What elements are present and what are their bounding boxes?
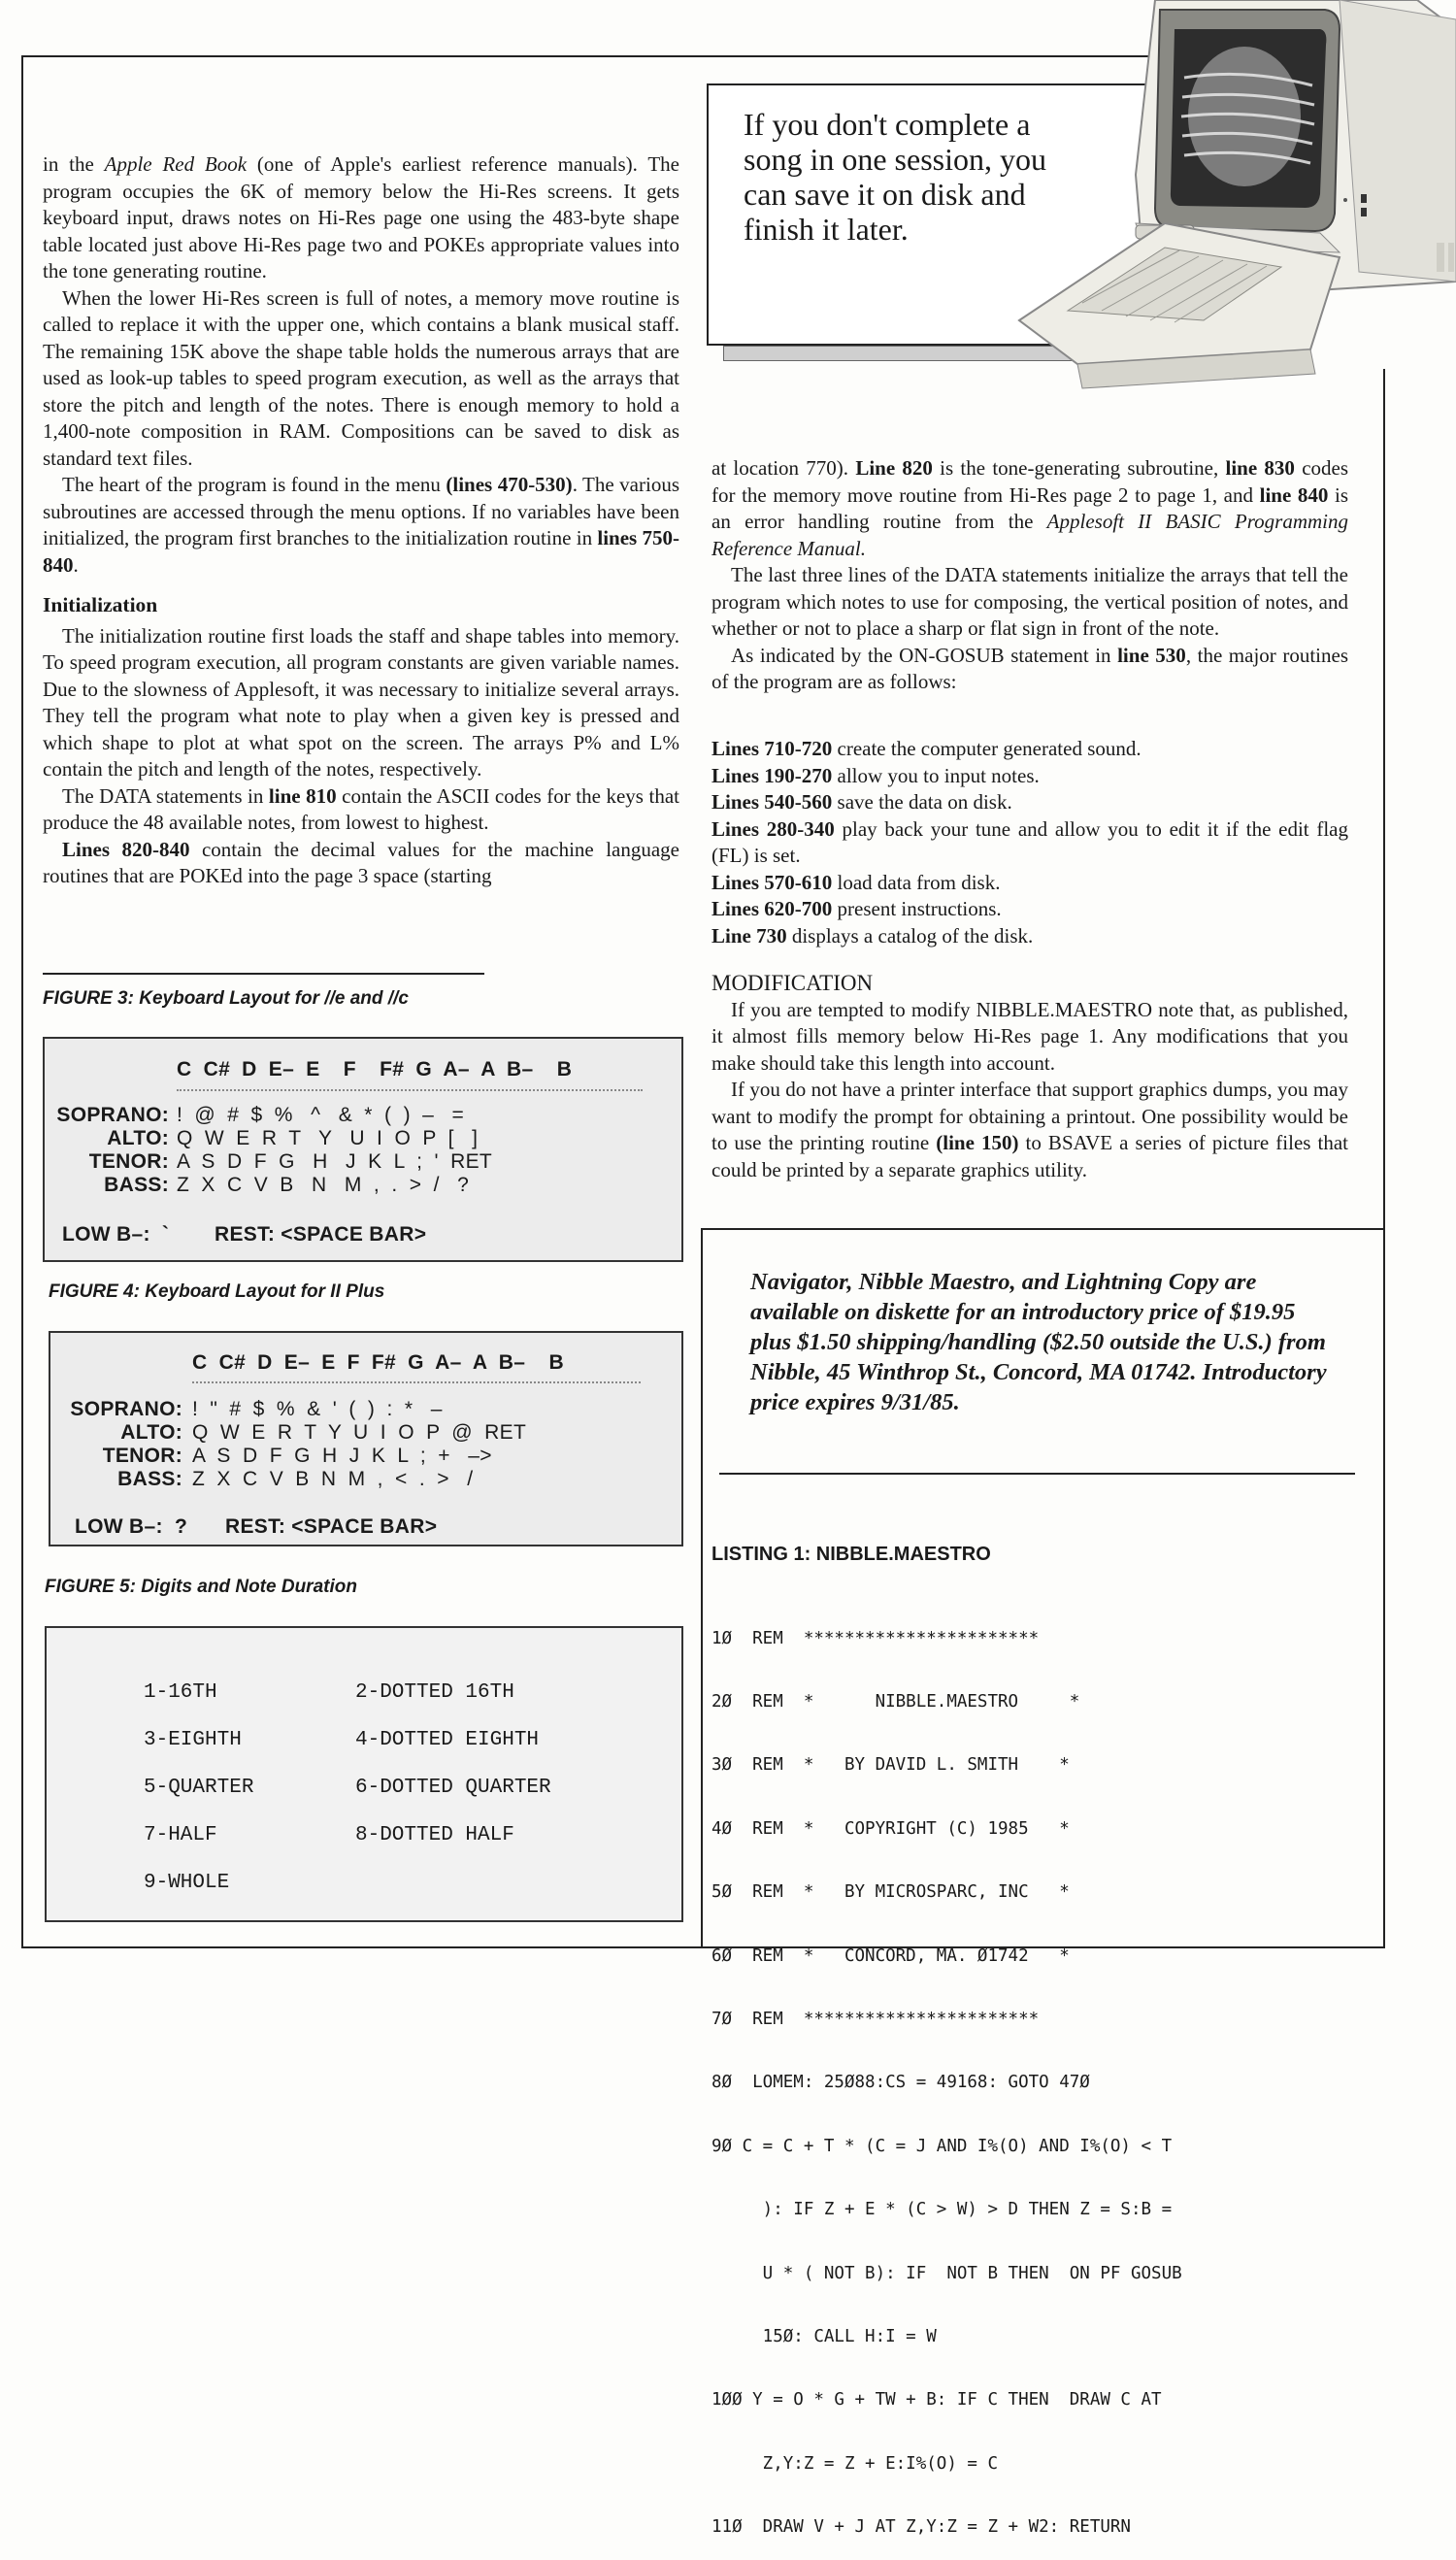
code-line: 3Ø REM * BY DAVID L. SMITH * bbox=[711, 1755, 1070, 1776]
figure-4-soprano-label: SOPRANO: bbox=[70, 1398, 182, 1420]
routine-item: Line 730 displays a catalog of the disk. bbox=[711, 923, 1034, 948]
routine-item: Lines 540-560 save the data on disk. bbox=[711, 790, 1012, 814]
code-line: 15Ø: CALL H:I = W bbox=[711, 2326, 937, 2346]
code-line: 4Ø REM * COPYRIGHT (C) 1985 * bbox=[711, 1818, 1070, 1839]
figure-3-alto-label: ALTO: bbox=[107, 1127, 169, 1149]
initialization-paragraph: The initialization routine first loads the staff and shape tables into memory. To speed program execution, all program constants are given variable names. Due to the slowness of Applesoft, it was necessary to initialize several arrays. They tell the program what note to play when a given key is pressed and which shape to plot at what spot on the screen. The arrays P% and L% contain the pitch and length of the notes, respectively. bbox=[43, 623, 679, 781]
code-line: Z,Y:Z = Z + E:I%(O) = C bbox=[711, 2453, 999, 2474]
figure-4-keyboard-layout bbox=[49, 1331, 683, 1546]
listing-title: LISTING 1: NIBBLE.MAESTRO bbox=[711, 1544, 991, 1565]
figure-4-alto-keys: Q W E R T Y U I O P @ RET bbox=[192, 1421, 527, 1444]
location-paragraph: at location 770). Line 820 is the tone-generating subroutine, line 830 codes for the memory move routine from Hi-Res page 2 to page 1, and line 840 is an error handling routine from the Applesoft II BASIC Programming Reference Manual. bbox=[711, 456, 1349, 560]
red-book-title: Apple Red Book bbox=[104, 152, 248, 176]
code-line: 1Ø REM *********************** bbox=[711, 1628, 1040, 1648]
routine-item: Lines 710-720 create the computer generated sound. bbox=[711, 737, 1142, 760]
duration-9: 9-WHOLE bbox=[144, 1872, 230, 1894]
on-gosub-paragraph: As indicated by the ON-GOSUB statement in line 530, the major routines of the program are as follows: bbox=[711, 643, 1348, 693]
figure-4-soprano-keys: ! " # $ % & ' ( ) : * – bbox=[192, 1398, 443, 1420]
figure-4-caption: FIGURE 4: Keyboard Layout for II Plus bbox=[49, 1281, 385, 1302]
figure-3-note-header: C C# D E– E F F# G A– A B– B bbox=[177, 1058, 573, 1081]
figure-3-low-b: LOW B–: ` bbox=[62, 1223, 170, 1246]
routine-item: Lines 280-340 play back your tune and allow you to edit it if the edit flag (FL) is set. bbox=[711, 816, 1348, 867]
initialization-heading: Initialization bbox=[43, 593, 158, 616]
figure-4-rest: REST: <SPACE BAR> bbox=[225, 1515, 438, 1538]
figure-4-tenor-keys: A S D F G H J K L ; + –> bbox=[192, 1445, 492, 1467]
promo-divider bbox=[719, 1473, 1355, 1475]
duration-list bbox=[144, 1669, 551, 1907]
column-divider bbox=[701, 1228, 703, 1948]
figure-3-keyboard-layout bbox=[43, 1037, 683, 1262]
duration-8: 8-DOTTED HALF bbox=[355, 1824, 514, 1846]
figure-4-low-b: LOW B–: ? bbox=[75, 1515, 188, 1538]
figure-3-header-rule bbox=[177, 1089, 643, 1091]
figure-divider bbox=[43, 973, 484, 975]
routine-item: Lines 620-700 present instructions. bbox=[711, 897, 1002, 920]
data-statements-paragraph: The DATA statements in line 810 contain the ASCII codes for the keys that produce the 48 available notes, from lowest to highest. bbox=[43, 783, 679, 834]
figure-5-caption: FIGURE 5: Digits and Note Duration bbox=[45, 1577, 357, 1597]
figure-3-bass-label: BASS: bbox=[104, 1174, 169, 1196]
left-rule bbox=[21, 55, 23, 1948]
figure-5-durations bbox=[45, 1626, 683, 1922]
menu-paragraph: The heart of the program is found in the menu (lines 470-530). The various subroutines are accessed through the menu options. If no variables have been initialized, the program first branches to the initialization routine in lines 750-840. bbox=[43, 473, 679, 577]
memory-paragraph: When the lower Hi-Res screen is full of notes, a memory move routine is called to replace it with the upper one, which contains a blank musical staff. The remaining 15K above the shape table holds the numerous arrays that are used as look-up tables to speed program execution, as well as the arrays that store the pitch and length of the notes. There is enough memory to hold a 1,400-note composition in RAM. Compositions can be saved to disk as standard text files. bbox=[43, 285, 679, 470]
figure-3-soprano-label: SOPRANO: bbox=[56, 1104, 169, 1126]
code-line: 2Ø REM * NIBBLE.MAESTRO * bbox=[711, 1691, 1080, 1712]
routine-item: Lines 570-610 load data from disk. bbox=[711, 870, 1001, 894]
figure-4-alto-label: ALTO: bbox=[120, 1421, 182, 1444]
duration-2: 2-DOTTED 16TH bbox=[355, 1681, 514, 1704]
modification-section bbox=[711, 956, 1348, 1183]
apple-computer-illustration bbox=[990, 0, 1456, 427]
figure-4-bass-keys: Z X C V B N M , < . > / bbox=[192, 1468, 474, 1490]
code-line: 7Ø REM *********************** bbox=[711, 2009, 1040, 2029]
promo-text: Navigator, Nibble Maestro, and Lightning Copy are available on diskette for an introductory price of $19.95 plus $1.50 shipping/handling ($2.50 outside the U.S.) from Nibble, 45 Winthrop St., Concord, MA 01742. Introductory price expires 9/31/85. bbox=[750, 1269, 1327, 1415]
top-rule bbox=[21, 55, 1157, 57]
code-line: 11Ø DRAW V + J AT Z,Y:Z = Z + W2: RETURN bbox=[711, 2517, 1131, 2538]
modification-heading: MODIFICATION bbox=[711, 971, 874, 995]
data-arrays-paragraph: The last three lines of the DATA statements initialize the arrays that tell the program which notes to use for composing, the vertical position of notes, and whether or not to place a sharp or flat sign in front of the note. bbox=[711, 563, 1348, 640]
figure-3-rest: REST: <SPACE BAR> bbox=[215, 1223, 427, 1246]
pull-quote-text: If you don't complete a song in one session, you can save it on disk and finish it later. bbox=[744, 107, 1046, 247]
figure-3-soprano-keys: ! @ # $ % ^ & * ( ) – = bbox=[177, 1104, 465, 1126]
duration-6: 6-DOTTED QUARTER bbox=[355, 1777, 551, 1799]
column-1-text bbox=[43, 151, 679, 890]
listing-code bbox=[711, 1586, 1182, 2560]
machine-language-paragraph: Lines 820-840 contain the decimal values for the machine language routines that are POKEd into the page 3 space (starting bbox=[43, 837, 679, 887]
duration-3: 3-EIGHTH bbox=[144, 1729, 242, 1751]
figure-4-tenor-label: TENOR: bbox=[102, 1445, 182, 1467]
right-rule bbox=[1383, 369, 1385, 1948]
figure-3-alto-keys: Q W E R T Y U I O P [ ] bbox=[177, 1127, 479, 1149]
intro-paragraph: in the Apple Red Book (one of Apple's earliest reference manuals). The program occupies the 6K of memory below the Hi-Res screens. It gets keyboard input, draws notes on Hi-Res page one using the 483-byte shape table located just above Hi-Res page two and POKEs appropriate values into the tone generating routine. bbox=[43, 152, 679, 283]
figure-3-tenor-label: TENOR: bbox=[88, 1150, 169, 1173]
code-line: 5Ø REM * BY MICROSPARC, INC * bbox=[711, 1882, 1070, 1903]
figure-3-caption: FIGURE 3: Keyboard Layout for //e and //c bbox=[43, 988, 409, 1009]
promo-box bbox=[701, 1228, 1385, 1230]
code-line: 8Ø LOMEM: 25Ø88:CS = 49168: GOTO 47Ø bbox=[711, 2073, 1090, 2093]
printer-paragraph: If you do not have a printer interface that support graphics dumps, you may want to modify the prompt for obtaining a printout. One possibility would be to use the printing routine (line 150) to BSAVE a series of picture files that could be printed by a separate graphics utility. bbox=[711, 1078, 1348, 1181]
figure-4-note-header: C C# D E– E F F# G A– A B– B bbox=[192, 1351, 564, 1374]
figure-4-bass-label: BASS: bbox=[117, 1468, 182, 1490]
duration-7: 7-HALF bbox=[144, 1824, 217, 1846]
duration-5: 5-QUARTER bbox=[144, 1777, 254, 1799]
code-line: 9Ø C = C + T * (C = J AND I%(O) AND I%(O) < T bbox=[711, 2136, 1173, 2156]
code-line: U * ( NOT B): IF NOT B THEN ON PF GOSUB bbox=[711, 2263, 1182, 2283]
code-line: 6Ø REM * CONCORD, MA. Ø1742 * bbox=[711, 1945, 1070, 1966]
column-2-text bbox=[711, 455, 1348, 696]
code-line: 1ØØ Y = O * G + TW + B: IF C THEN DRAW C AT bbox=[711, 2390, 1162, 2410]
routine-item: Lines 190-270 allow you to input notes. bbox=[711, 763, 1040, 787]
figure-3-bass-keys: Z X C V B N M , . > / ? bbox=[177, 1174, 470, 1196]
figure-3-tenor-keys: A S D F G H J K L ; ' RET bbox=[177, 1150, 493, 1173]
figure-4-header-rule bbox=[192, 1381, 641, 1383]
duration-1: 1-16TH bbox=[144, 1681, 217, 1704]
modification-paragraph: If you are tempted to modify NIBBLE.MAESTRO note that, as published, it almost fills memory below Hi-Res page 1. Any modifications that you make should take this length into account. bbox=[711, 997, 1348, 1075]
code-line: ): IF Z + E * (C > W) > D THEN Z = S:B = bbox=[711, 2200, 1173, 2220]
routines-list bbox=[711, 736, 1348, 949]
duration-4: 4-DOTTED EIGHTH bbox=[355, 1729, 540, 1751]
